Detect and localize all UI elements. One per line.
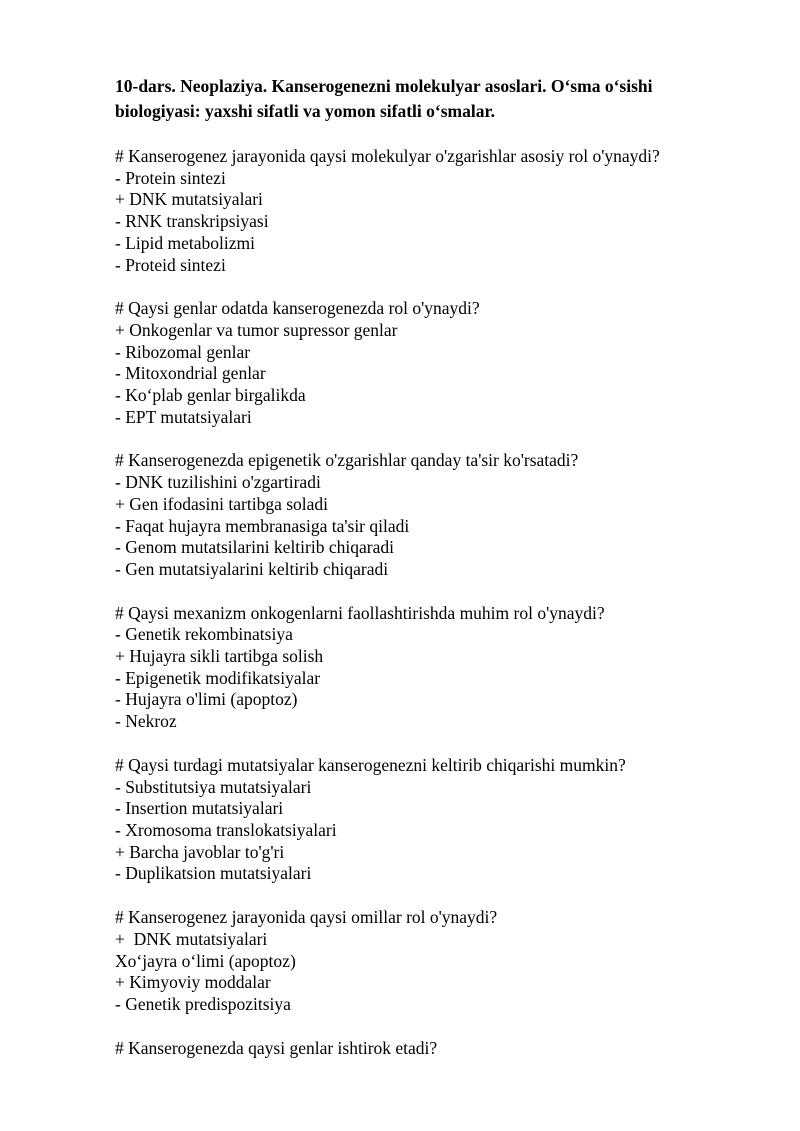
document-title bbox=[115, 74, 755, 124]
answer-option-correct: + Gen ifodasini tartibga soladi bbox=[115, 493, 329, 514]
answer-option: - EPT mutatsiyalari bbox=[115, 406, 252, 427]
question-text: # Qaysi turdagi mutatsiyalar kanserogenezni keltirib chiqarishi mumkin? bbox=[115, 754, 626, 775]
answer-option-correct: + Barcha javoblar to'g'ri bbox=[115, 841, 285, 862]
answer-option-correct: + Hujayra sikli tartibga solish bbox=[115, 646, 324, 667]
answer-option: - Hujayra o'limi (apoptoz) bbox=[115, 689, 298, 710]
answer-option: - Ko‘plab genlar birgalikda bbox=[115, 385, 306, 406]
title-line-2: biologiyasi: yaxshi sifatli va yomon sifatli o‘smalar. bbox=[115, 101, 496, 121]
answer-option-correct: + DNK mutatsiyalari bbox=[115, 928, 268, 949]
answer-option-correct: + Kimyoviy moddalar bbox=[115, 972, 271, 993]
answer-option: - Epigenetik modifikatsiyalar bbox=[115, 667, 321, 688]
answer-option: - Ribozomal genlar bbox=[115, 341, 251, 362]
question-block-3 bbox=[115, 450, 755, 580]
answer-option-correct: + Onkogenlar va tumor supressor genlar bbox=[115, 319, 398, 340]
answer-option: - Insertion mutatsiyalari bbox=[115, 798, 284, 819]
document-page bbox=[115, 74, 755, 1081]
answer-option: - Substitutsiya mutatsiyalari bbox=[115, 776, 312, 797]
question-block-1 bbox=[115, 146, 755, 276]
question-text: # Qaysi genlar odatda kanserogenezda rol o'ynaydi? bbox=[115, 298, 480, 319]
answer-option: - Genetik predispozitsiya bbox=[115, 993, 291, 1014]
title-line-1: 10-dars. Neoplaziya. Kanserogenezni molekulyar asoslari. O‘sma o‘sishi bbox=[115, 76, 653, 96]
answer-option-correct: + DNK mutatsiyalari bbox=[115, 189, 263, 210]
answer-option: - Proteid sintezi bbox=[115, 254, 226, 275]
answer-option: - Lipid metabolizmi bbox=[115, 232, 255, 253]
question-text: # Kanserogenezda epigenetik o'zgarishlar qanday ta'sir ko'rsatadi? bbox=[115, 450, 579, 471]
answer-option: - Gen mutatsiyalarini keltirib chiqaradi bbox=[115, 558, 389, 579]
answer-option: - Genetik rekombinatsiya bbox=[115, 624, 293, 645]
question-block-5 bbox=[115, 755, 755, 885]
question-block-7 bbox=[115, 1038, 755, 1060]
answer-option: - Xromosoma translokatsiyalari bbox=[115, 819, 337, 840]
answer-option: - Protein sintezi bbox=[115, 167, 226, 188]
question-block-6 bbox=[115, 907, 755, 1016]
answer-option: - Mitoxondrial genlar bbox=[115, 363, 266, 384]
question-block-2 bbox=[115, 298, 755, 428]
answer-option: Xo‘jayra o‘limi (apoptoz) bbox=[115, 950, 296, 971]
answer-option: - Faqat hujayra membranasiga ta'sir qiladi bbox=[115, 515, 410, 536]
answer-option: - DNK tuzilishini o'zgartiradi bbox=[115, 472, 321, 493]
question-text: # Qaysi mexanizm onkogenlarni faollashtirishda muhim rol o'ynaydi? bbox=[115, 602, 605, 623]
question-text: # Kanserogenez jarayonida qaysi molekulyar o'zgarishlar asosiy rol o'ynaydi? bbox=[115, 146, 660, 166]
question-block-4 bbox=[115, 603, 755, 733]
question-text: # Kanserogenezda qaysi genlar ishtirok etadi? bbox=[115, 1037, 438, 1058]
answer-option: - Nekroz bbox=[115, 711, 177, 732]
answer-option: - RNK transkripsiyasi bbox=[115, 211, 269, 232]
answer-option: - Duplikatsion mutatsiyalari bbox=[115, 863, 312, 884]
question-text: # Kanserogenez jarayonida qaysi omillar rol o'ynaydi? bbox=[115, 907, 498, 928]
answer-option: - Genom mutatsilarini keltirib chiqaradi bbox=[115, 537, 394, 558]
